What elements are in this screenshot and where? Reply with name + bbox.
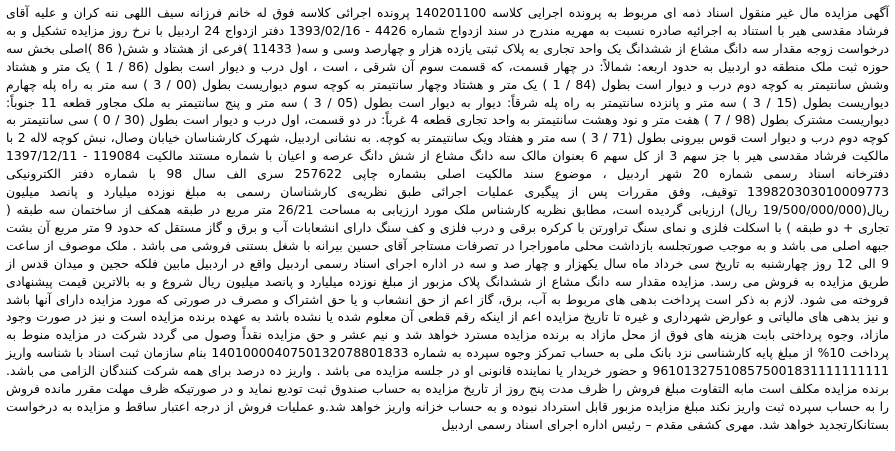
notice-text: آگهی مزایده مال غیر منقول اسناد ذمه ای مربوط به پرونده اجرایی کلاسه 140201100 پرونده اجرائی کلاسه فوق له خانم فرزانه سیف اللهی ننه کران و علیه آقای فرشاد مقدسی هیر با استناد به اجرائیه صادره نسبت به مهریه مندرج در سند ازدواج شماره 4426 - 1393/02/16 دفتر ازدواج 24 اردبیل با نرخ روز مزایده تشکیل و به درخواست زوجه مقدار سه دانگ مشاع از ششدانگ یک واحد تجاری به پلاک ثبتی یازده هزار و چهارصد وسی و سه( 11433 )فرعی از هشتاد و شش( 86 )اصلی بخش سه حوزه ثبت ملک منطقه دو اردبیل به حدود اربعه: شمالاً: در چهار قسمت، که قسمت سوم آن شرقی ، است ، اول درب و دیوار است بطول (86 / 1 ) یک متر و هشتاد وشش سانتیمتر به کوچه دوم درب و دیوار است بطول (84 / 1 ) یک متر و هشتاد وچهار سانتیمتر به کوچه سوم دیواریست بطول (00 / 3 ) سه متر به راه پله چهارم دیواریست بطول (15 / 3 ) سه متر و پانزده سانتیمتر به راه پله شرقاً: دیوار به دیوار است بطول (05 / 3 ) سه متر و پنج سانتیمتر به ملک مجاور قطعه 11 جنوباً: دیواریست مشترک بطول (98 / 7 ) هفت متر و نود وهشت سانتیمتر به واحد تجاری قطعه 4 غرباً: در دو قسمت، اول درب و دیوار است بطول (30 / 0 ) سی سانتیمتر به کوچه دوم درب و دیوار است قوس بیرونی بطول (71 / 3 ) سه متر و هفتاد ویک سانتیمتر به کوچه. به نشانی اردبیل، شهرک کارشناسان خیابان وصال، نبش کوچه لاله 2 با مالکیت فرشاد مقدسی هیر با جز سهم 3 از کل سهم 6 بعنوان مالک سه دانگ مشاع از شش دانگ عرصه و اعیان با شماره مستند مالکیت 119084 - 1397/12/11 دفترخانه اسناد رسمی شماره 20 شهر اردبیل ، موضوع سند مالکیت اصلی بشماره چاپی 257622 سری الف سال 98 با شماره دفتر الکترونیکی 139820303010009773 توقیف، وفق مقررات پس از پیگیری عملیات اجرائی طبق نظریه‌ی کارشناسان رسمی به مبلغ نوزده میلیارد و پانصد میلیون ریال(19/500/000/000 ریال) ارزیابی گردیده است، مطابق نظریه کارشناس ملک مورد ارزیابی به مساحت 26/21 متر مربع در طبقه همکف از ساختمان سه طبقه ( تجاری + دو طبقه ) با اسکلت فلزی و نمای سنگ تراورتن با کرکره برقی و درب فلزی و کف سنگ دارای انشعابات آب و برق و گاز مستقل که حدود 9 متر مربع آن بشت جبهه اصلی می باشد و به موجب صورتجلسه بازداشت محلی مامور‌اجرا در تصرفات مستاجر آقای حسین بیرانه با شغل بستنی فروشی می باشد . ملک موصوف از ساعت 9 الی 12 روز چهارشنبه به تاریخ سی خرداد ماه سال یکهزار و چهار صد و سه در اداره اجرای اسناد رسمی اردبیل واقع در اردبیل مابین فلکه حجین و میدان قدس از طریق مزایده به فروش می رسد. مزایده مقدار سه دانگ مشاع از ششدانگ پلاک مزبور از مبلغ نوزده میلیارد و پانصد میلیون ریال شروع و به بالاترین قیمت پیشنهادی فروخته می شود. لازم به ذکر است پرداخت بدهی های مربوط به آب، برق، گاز اعم از حق انشعاب و یا حق اشتراک و مصرف در صورتی که مورد مزایده دارای آنها باشد و نیز بدهی های مالیاتی و عوارض شهرداری و غیره تا تاریخ مزایده اعم از اینکه رقم قطعی آن معلوم شده یا نشده باشد به عهده برنده مزایده است و نیز در صورت وجود مازاد، وجوه پرداختی بابت هزینه های فوق از محل مازاد به برنده مزایده مسترد خواهد شد و نیم عشر و حق مزایده نقداً وصول می گردد شرکت در مزایده منوط به پرداخت 10% از مبلغ پایه کارشناسی نزد بانک ملی به حساب تمرکز وجوه سپرده به شماره 1401000040750132078801833 بنام سازمان ثبت اسناد با شناسه واریز 961013275108575001831111111111 و حضور خریدار یا نماینده قانونی او در جلسه مزایده می باشد . واریز ده درصد برای همه شرکت کنندگان الزامی می باشد. برنده مزایده مکلف است مابه التفاوت مبلغ فروش را ظرف مدت پنج روز از تاریخ مزایده به حساب صندوق ثبت تودیع نماید و در صورتیکه ظرف مهلت مقرر مانده فروش را به حساب سپرده ثبت واریز نکند مبلغ مزایده مزبور قابل استرداد نبوده و به حساب خزانه واریز خواهد شد.و عملیات فروش از درجه اعتبار ساقط و مزایده به درخواست بستانکارتجدید خواهد شد. مهری کشفی مقدم – رئیس اداره اجرای اسناد رسمی اردبیل (6, 5, 889, 432)
